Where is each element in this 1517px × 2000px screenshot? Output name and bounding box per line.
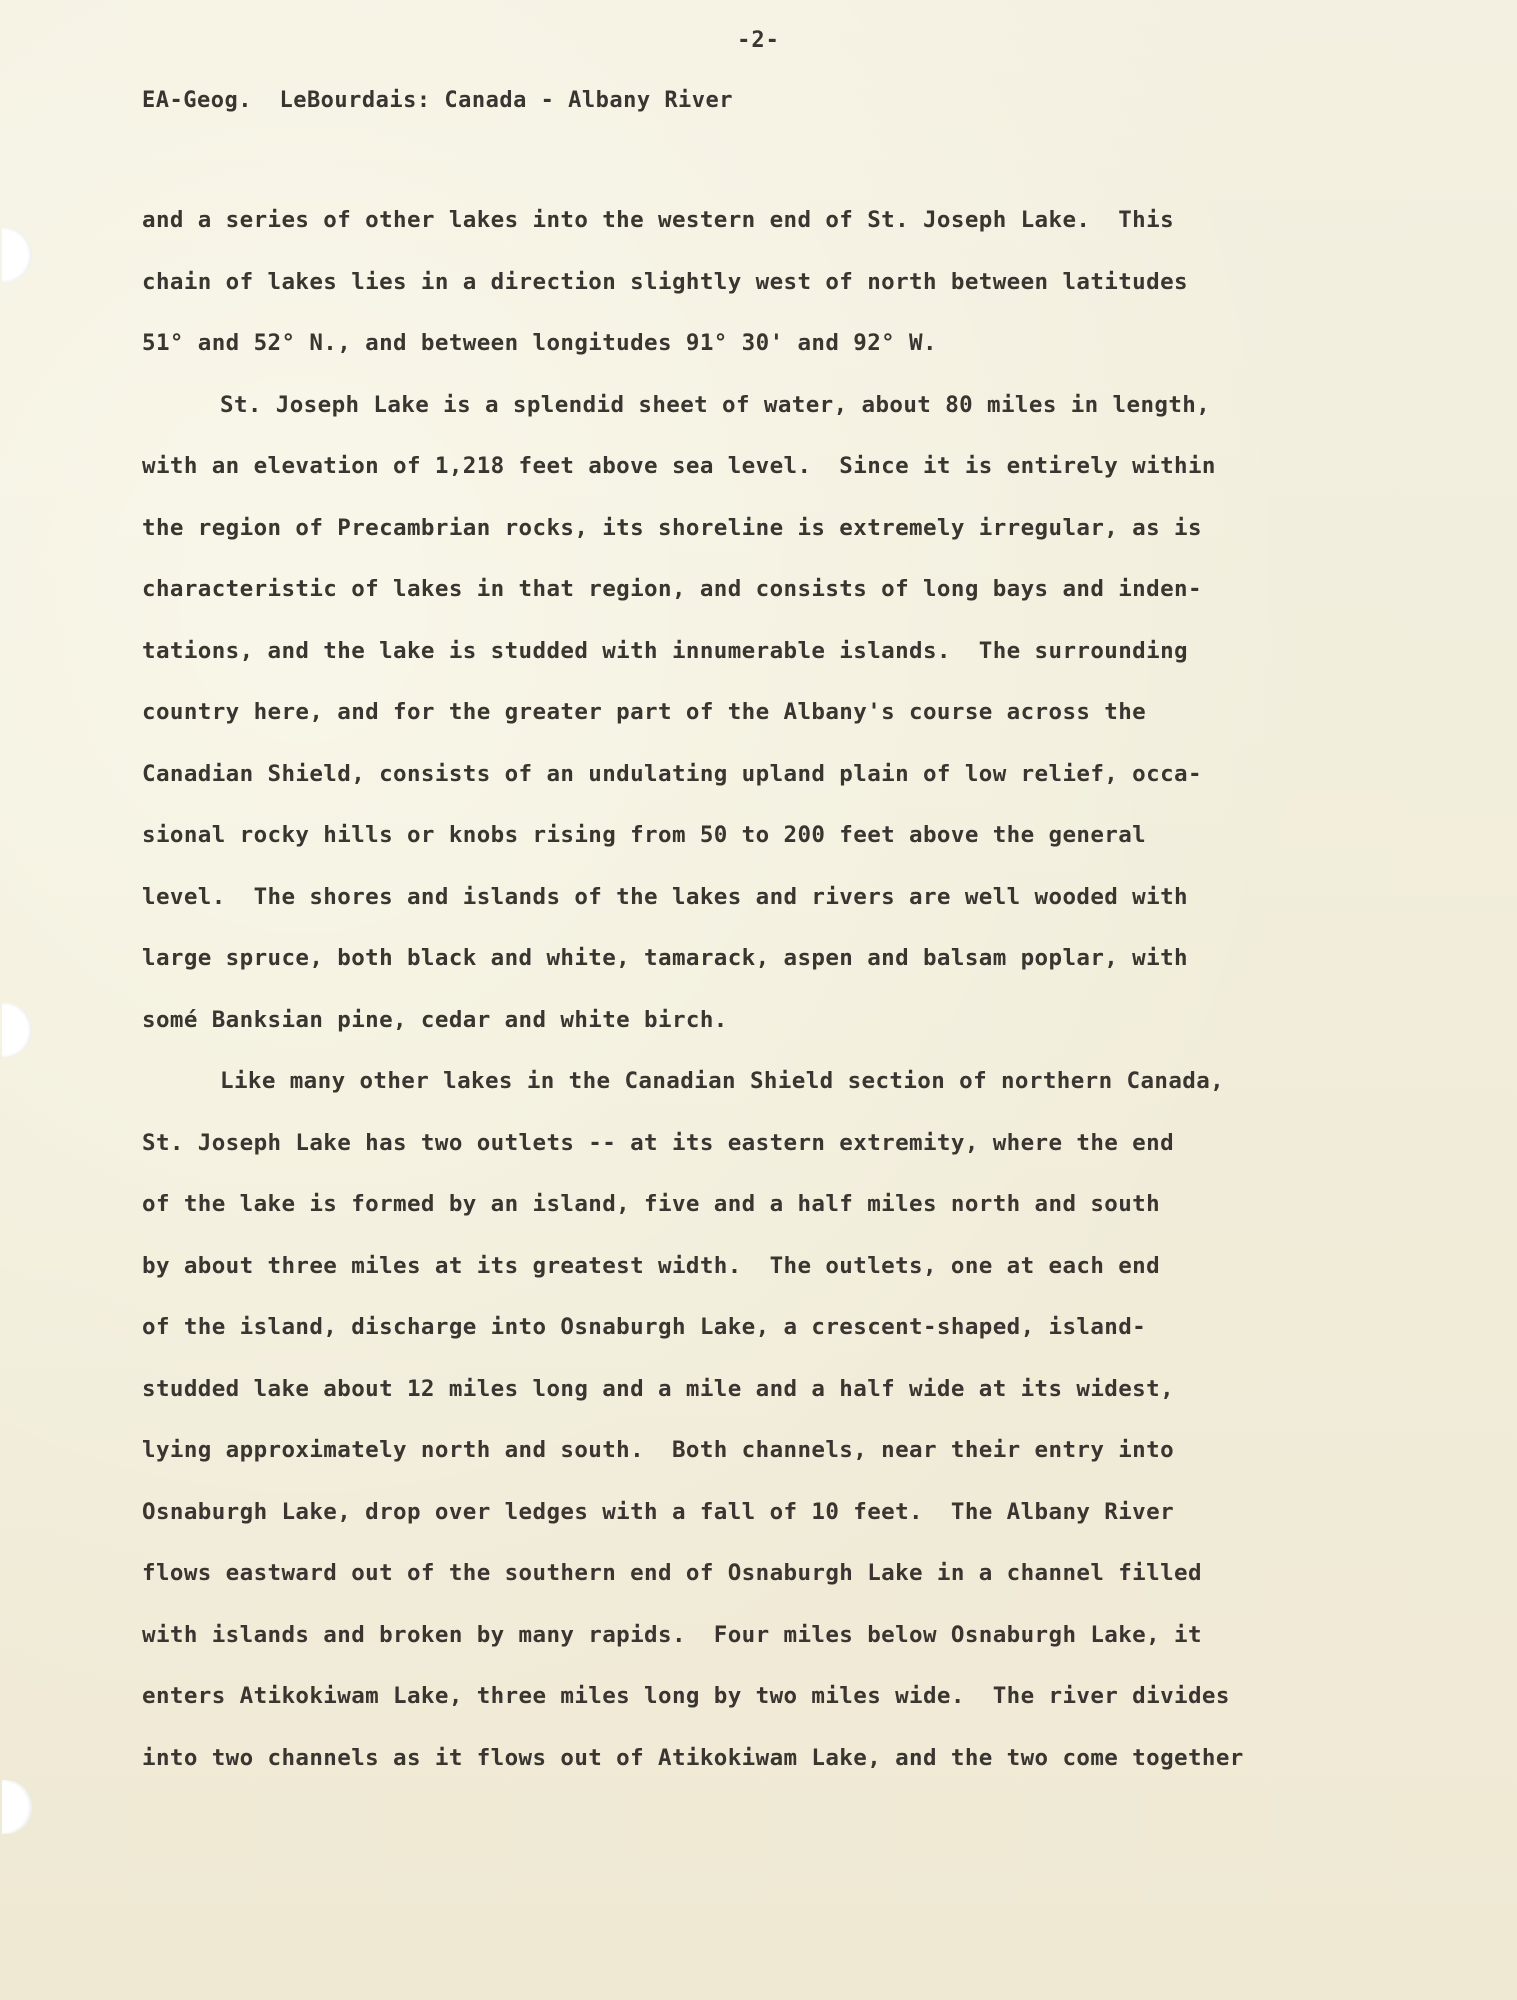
- text-line: level. The shores and islands of the lakes and rivers are well wooded with: [142, 883, 1188, 910]
- text-line: flows eastward out of the southern end of Osnaburgh Lake in a channel filled: [142, 1560, 1202, 1586]
- page-number: -2-: [737, 28, 780, 53]
- text-line: chain of lakes lies in a direction slightly west of north between latitudes: [142, 268, 1188, 295]
- text-line: Like many other lakes in the Canadian Shield section of northern Canada,: [220, 1068, 1225, 1094]
- punch-hole: [2, 228, 32, 282]
- text-line: country here, and for the greater part of the Albany's course across the: [142, 699, 1147, 725]
- text-line: enters Atikokiwam Lake, three miles long by two miles wide. The river divides: [142, 1683, 1230, 1709]
- text-line: St. Joseph Lake has two outlets -- at its eastern extremity, where the end: [142, 1129, 1175, 1156]
- text-line: studded lake about 12 miles long and a mile and a half wide at its widest,: [142, 1375, 1175, 1402]
- text-line: of the lake is formed by an island, five and a half miles north and south: [142, 1191, 1161, 1217]
- text-line: by about three miles at its greatest width. The outlets, one at each end: [142, 1252, 1161, 1279]
- text-line: with islands and broken by many rapids. Four miles below Osnaburgh Lake, it: [142, 1621, 1202, 1648]
- document-header: EA-Geog. LeBourdais: Canada - Albany River: [142, 88, 734, 113]
- text-line: and a series of other lakes into the western end of St. Joseph Lake. This: [142, 207, 1175, 233]
- text-line: somé Banksian pine, cedar and white birch.: [142, 1006, 728, 1033]
- text-line: Osnaburgh Lake, drop over ledges with a fall of 10 feet. The Albany River: [142, 1498, 1175, 1525]
- punch-hole: [2, 1003, 32, 1057]
- text-line: large spruce, both black and white, tamarack, aspen and balsam poplar, with: [142, 945, 1188, 971]
- text-line: characteristic of lakes in that region, and consists of long bays and inden-: [142, 576, 1202, 602]
- text-line: Canadian Shield, consists of an undulating upland plain of low relief, occa-: [142, 760, 1202, 787]
- text-line: 51° and 52° N., and between longitudes 91° 30' and 92° W.: [142, 330, 937, 356]
- text-line: lying approximately north and south. Both channels, near their entry into: [142, 1437, 1175, 1463]
- text-line: with an elevation of 1,218 feet above sea level. Since it is entirely within: [142, 453, 1216, 479]
- text-line: tations, and the lake is studded with innumerable islands. The surrounding: [142, 637, 1188, 664]
- text-line: St. Joseph Lake is a splendid sheet of water, about 80 miles in length,: [220, 391, 1211, 418]
- text-line: into two channels as it flows out of Atikokiwam Lake, and the two come together: [142, 1744, 1244, 1771]
- body-text: [142, 200, 1382, 1799]
- text-line: sional rocky hills or knobs rising from 50 to 200 feet above the general: [142, 822, 1147, 848]
- text-line: the region of Precambrian rocks, its shoreline is extremely irregular, as is: [142, 514, 1202, 541]
- text-line: of the island, discharge into Osnaburgh Lake, a crescent-shaped, island-: [142, 1314, 1147, 1340]
- punch-hole: [2, 1780, 32, 1834]
